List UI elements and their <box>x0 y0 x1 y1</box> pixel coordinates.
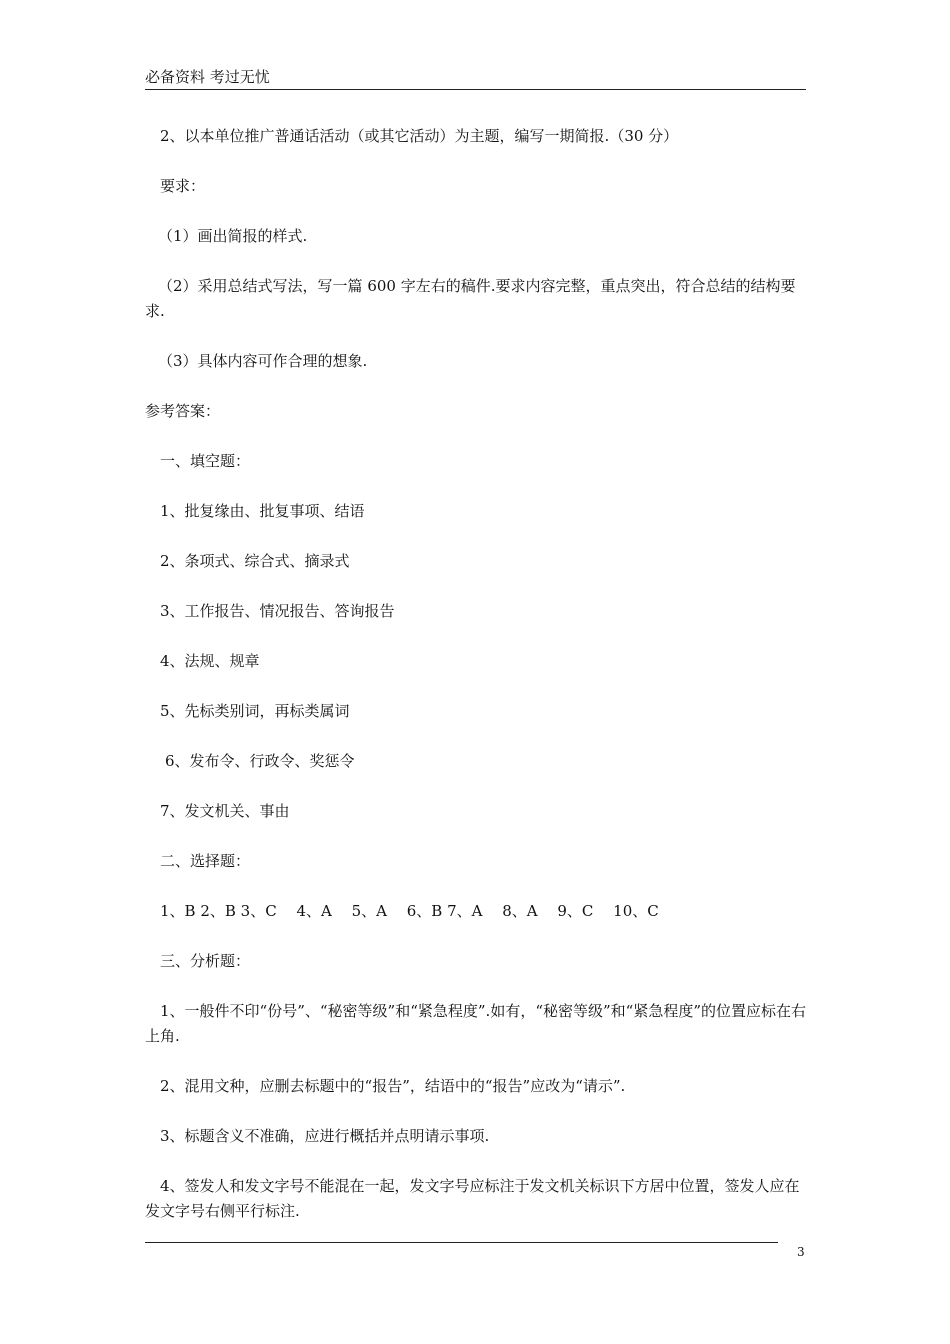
section-1-title: 一、填空题： <box>160 452 251 470</box>
page-number: 3 <box>797 1245 805 1259</box>
fill-answer: 5、先标类别词，再标类属词 <box>160 702 350 720</box>
analysis-answer: 3、标题含义不准确，应进行概括并点明请示事项. <box>160 1127 490 1145</box>
requirement-1: （1）画出简报的样式. <box>158 227 308 245</box>
requirement-2: （2）采用总结式写法，写一篇 600 字左右的稿件.要求内容完整，重点突出，符合总结的结构要求. <box>145 277 796 320</box>
requirement-3: （3）具体内容可作合理的想象. <box>158 352 368 370</box>
analysis-answer: 4、签发人和发文字号不能混在一起，发文字号应标注于发文机关标识下方居中位置，签发人应在发文字号右侧平行标注. <box>145 1177 800 1220</box>
analysis-answer: 2、混用文种，应删去标题中的“报告”，结语中的“报告”应改为“请示”. <box>160 1077 626 1095</box>
fill-answer: 7、发文机关、事由 <box>160 802 290 820</box>
fill-answer: 1、批复缘由、批复事项、结语 <box>160 502 365 520</box>
reference-answers-label: 参考答案： <box>145 402 221 420</box>
fill-answer: 2、条项式、综合式、摘录式 <box>160 552 350 570</box>
choice-answers: 1、B 2、B 3、C 4、A 5、A 6、B 7、A 8、A 9、C 10、C <box>160 902 659 920</box>
fill-answer: 6、发布令、行政令、奖惩令 <box>165 752 355 770</box>
fill-answer: 4、法规、规章 <box>160 652 260 670</box>
document-body <box>145 124 806 1249</box>
analysis-answer: 1、一般件不印“份号”、“秘密等级”和“紧急程度”.如有，“秘密等级”和“紧急程度”的位置应标在右上角. <box>145 1002 807 1045</box>
section-2-title: 二、选择题： <box>160 852 251 870</box>
fill-answer: 3、工作报告、情况报告、答询报告 <box>160 602 395 620</box>
section-3-title: 三、分析题： <box>160 952 251 970</box>
question-2-title: 2、以本单位推广普通话活动（或其它活动）为主题，编写一期简报.（30 分） <box>160 127 679 145</box>
footer-rule <box>145 1242 778 1243</box>
page-header: 必备资料 考过无忧 <box>145 66 806 90</box>
requirements-label: 要求： <box>160 177 206 195</box>
